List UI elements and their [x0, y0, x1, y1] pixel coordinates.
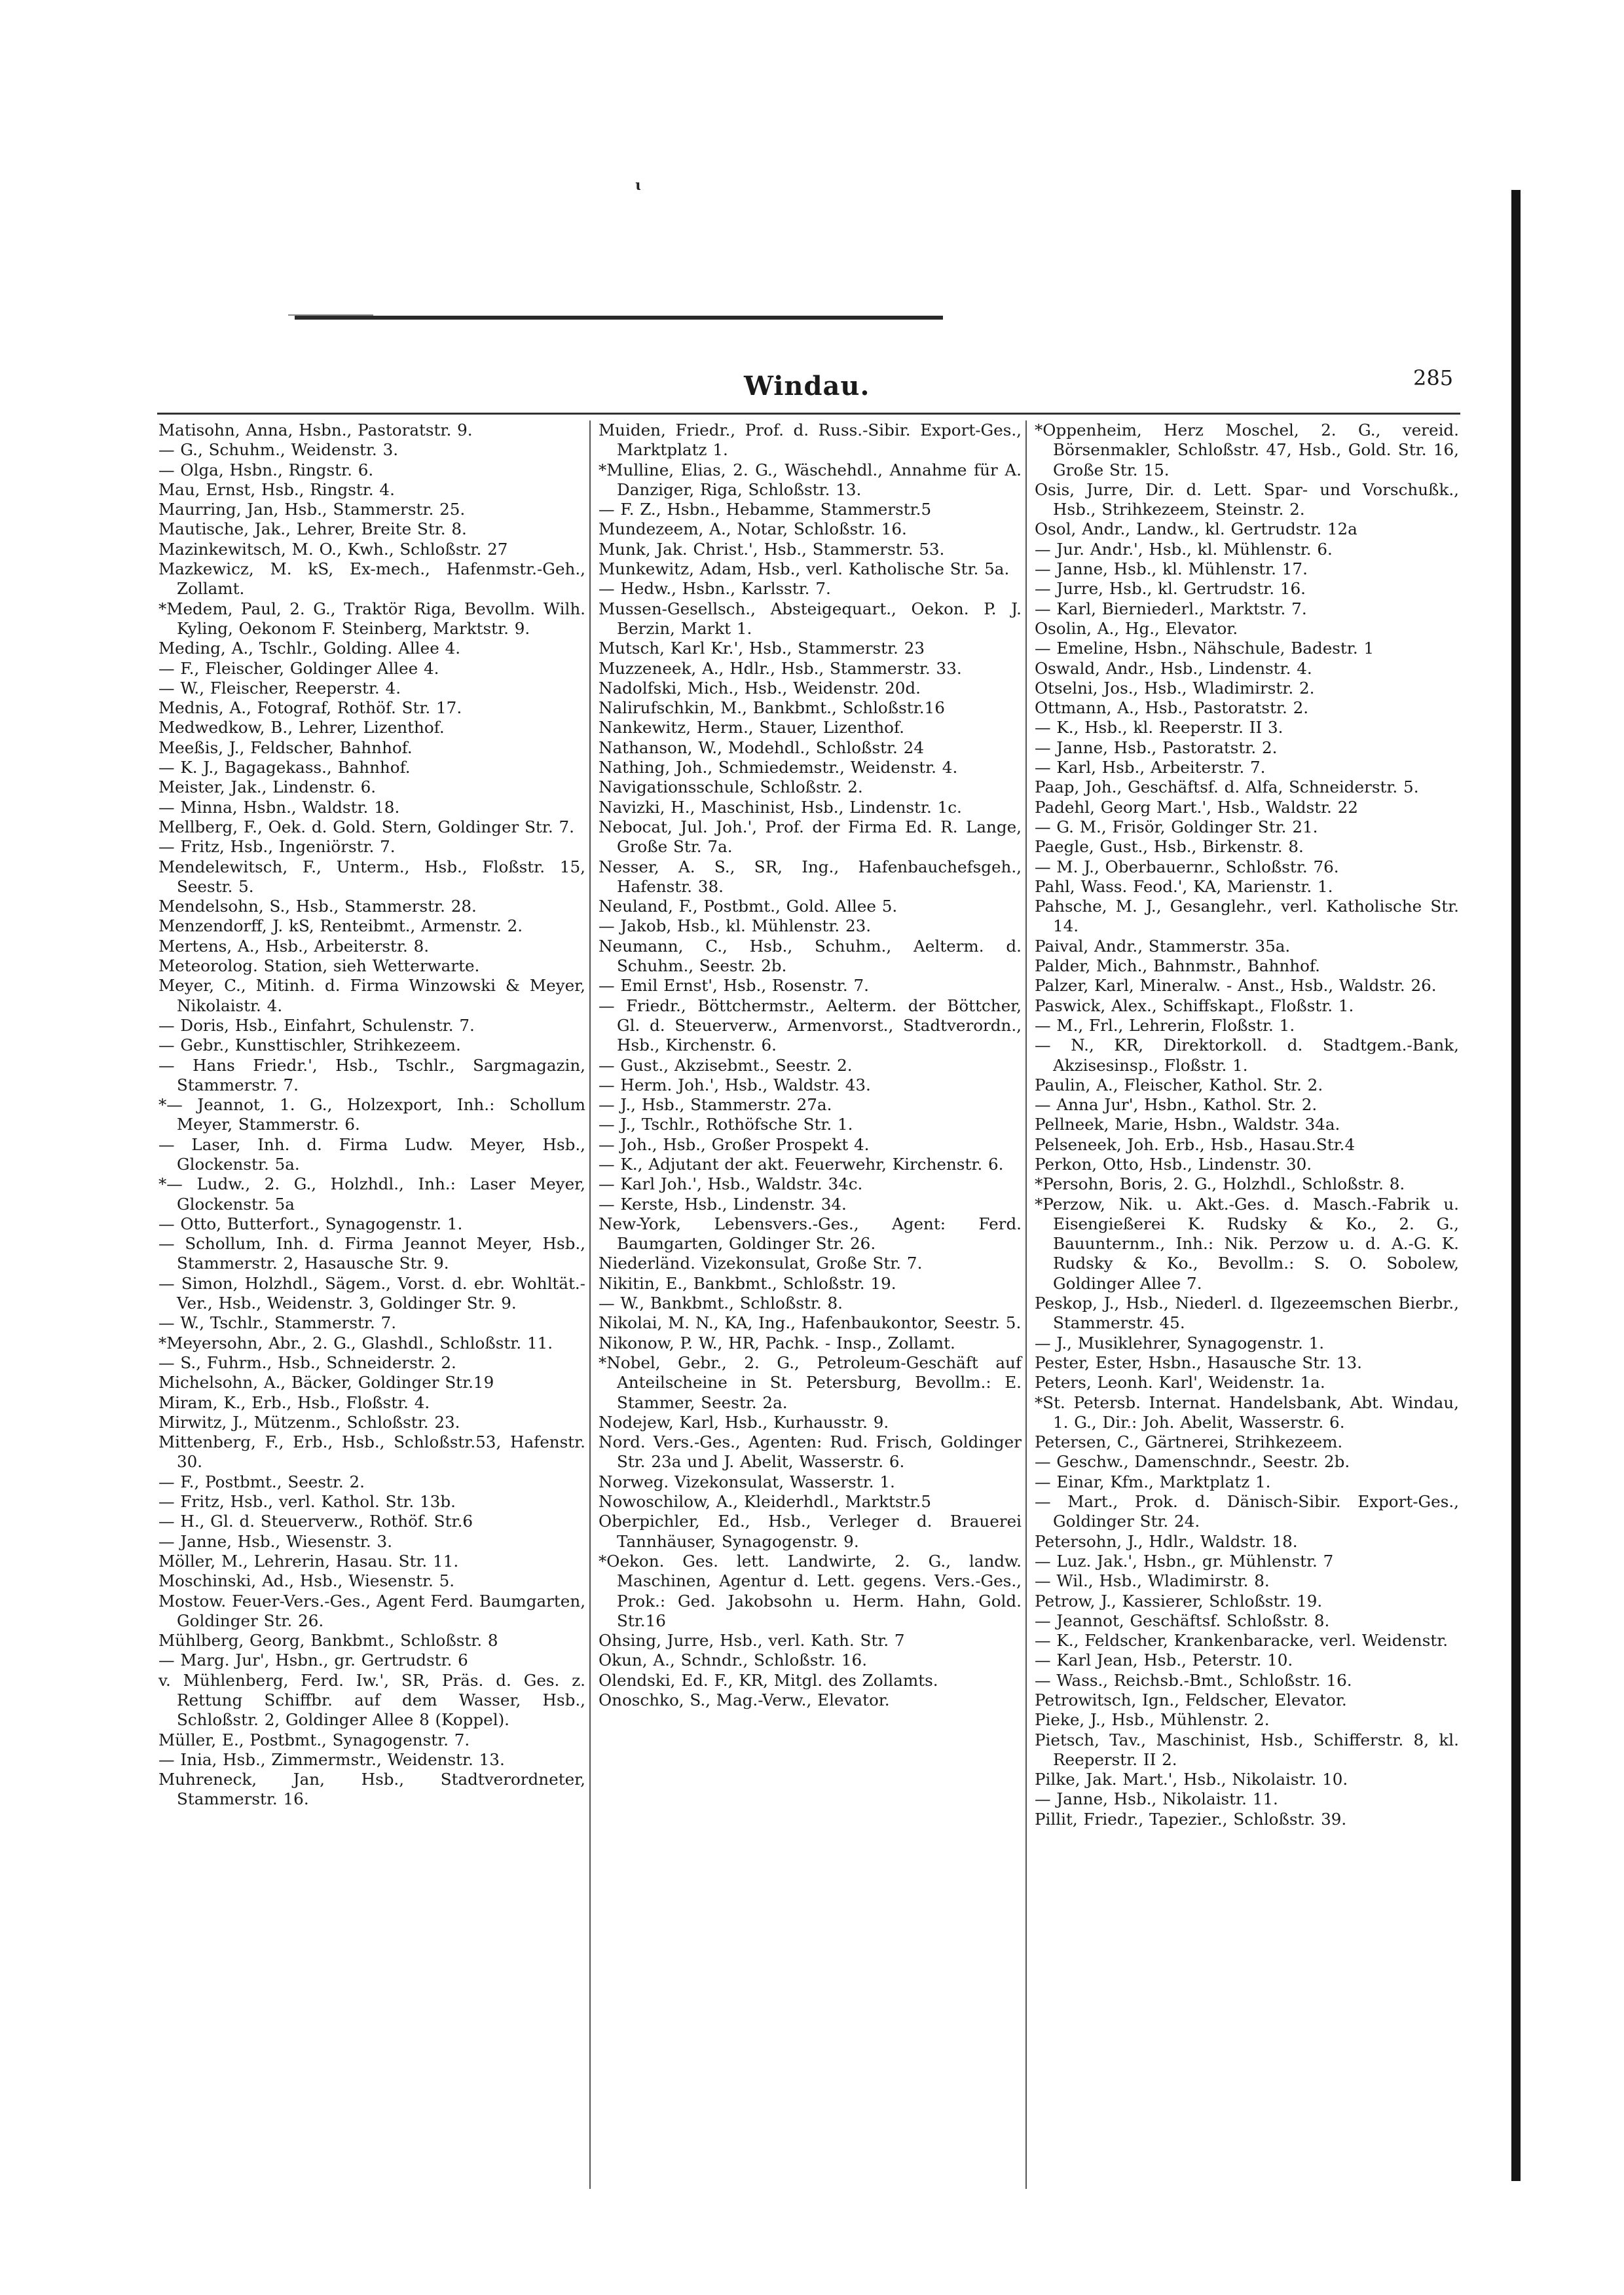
directory-entry: Meteorolog. Station, sieh Wetterwarte. — [158, 956, 480, 976]
directory-entry: — K., Feldscher, Krankenbaracke, verl. Weidenstr. — [1035, 1631, 1449, 1651]
directory-entry: — Jur. Andr.', Hsb., kl. Mühlenstr. 6. — [1035, 539, 1333, 559]
directory-entry: — Joh., Hsb., Großer Prospekt 4. — [599, 1134, 870, 1154]
directory-entry: Paswick, Alex., Schiffskapt., Floßstr. 1. — [1035, 996, 1354, 1015]
directory-entry: Nebocat, Jul. Joh.', Prof. der Firma Ed. R. Lange, Große Str. 7a. — [599, 817, 1022, 857]
directory-entry: Norweg. Vizekonsulat, Wasserstr. 1. — [599, 1472, 895, 1491]
directory-entry: Ohsing, Jurre, Hsb., verl. Kath. Str. 7 — [599, 1631, 905, 1651]
directory-entry: — Janne, Hsb., kl. Mühlenstr. 17. — [1035, 559, 1308, 579]
directory-entry: Pelseneek, Joh. Erb., Hsb., Hasau.Str.4 — [1035, 1134, 1356, 1154]
directory-entry: *Meyersohn, Abr., 2. G., Glashdl., Schloßstr. 11. — [158, 1333, 553, 1353]
directory-entry: Müller, E., Postbmt., Synagogenstr. 7. — [158, 1730, 470, 1749]
directory-entry: Nodejew, Karl, Hsb., Kurhausstr. 9. — [599, 1412, 889, 1432]
directory-entry: Paegle, Gust., Hsb., Birkenstr. 8. — [1035, 837, 1304, 857]
directory-entry: — W., Fleischer, Reeperstr. 4. — [158, 678, 401, 698]
directory-entry: — Janne, Hsb., Pastoratstr. 2. — [1035, 737, 1278, 757]
directory-entry: — G. M., Frisör, Goldinger Str. 21. — [1035, 817, 1318, 836]
directory-entry: *Oekon. Ges. lett. Landwirte, 2. G., landw. Maschinen, Agentur d. Lett. gegens. Vers.-Ges., Prok.: Ged. Jakobsohn u. Herm. Hahn, Gold. Str.16 — [599, 1551, 1022, 1630]
directory-entry: v. Mühlenberg, Ferd. Iw.', SR, Präs. d. Ges. z. Rettung Schiffbr. auf dem Wasser, Hsb., Schloßstr. 2, Goldinger Allee 8 (Koppel). — [158, 1670, 585, 1730]
directory-entry: Nathanson, W., Modehdl., Schloßstr. 24 — [599, 737, 924, 757]
directory-entry: Nikitin, E., Bankbmt., Schloßstr. 19. — [599, 1273, 896, 1293]
directory-entry: Petrowitsch, Ign., Feldscher, Elevator. — [1035, 1690, 1347, 1709]
directory-entry: — Karl Jean, Hsb., Peterstr. 10. — [1035, 1651, 1293, 1670]
directory-entry: Meister, Jak., Lindenstr. 6. — [158, 777, 377, 797]
directory-entry: Mazkewicz, M. kS, Ex-mech., Hafenmstr.-Geh., Zollamt. — [158, 559, 585, 599]
directory-entry: Padehl, Georg Mart.', Hsb., Waldstr. 22 — [1035, 797, 1358, 817]
directory-entry: — Marg. Jur', Hsbn., gr. Gertrudstr. 6 — [158, 1651, 468, 1670]
directory-entry: Medwedkow, B., Lehrer, Lizenthof. — [158, 718, 445, 737]
directory-entry: Munk, Jak. Christ.', Hsb., Stammerstr. 53. — [599, 539, 945, 559]
directory-entry: — Einar, Kfm., Marktplatz 1. — [1035, 1472, 1271, 1491]
directory-entry: Muiden, Friedr., Prof. d. Russ.-Sibir. Export-Ges., Marktplatz 1. — [599, 420, 1022, 460]
directory-entry: Mednis, A., Fotograf, Rothöf. Str. 17. — [158, 698, 462, 718]
directory-entry: — K., Hsb., kl. Reeperstr. II 3. — [1035, 718, 1283, 737]
directory-entry: — Hedw., Hsbn., Karlsstr. 7. — [599, 579, 831, 599]
directory-entry: Okun, A., Schndr., Schloßstr. 16. — [599, 1651, 868, 1670]
directory-entry: Petersen, C., Gärtnerei, Strihkezeem. — [1035, 1432, 1343, 1452]
directory-entry: — K. J., Bagagekass., Bahnhof. — [158, 758, 411, 777]
directory-entry: — Emil Ernst', Hsb., Rosenstr. 7. — [599, 976, 869, 996]
directory-entry: Mendelsohn, S., Hsb., Stammerstr. 28. — [158, 897, 477, 916]
stray-ink-mark: ɩ — [635, 177, 641, 194]
directory-entry: — Laser, Inh. d. Firma Ludw. Meyer, Hsb., Glockenstr. 5a. — [158, 1134, 585, 1174]
directory-entry: — Wil., Hsb., Wladimirstr. 8. — [1035, 1571, 1270, 1591]
directory-entry: Michelsohn, A., Bäcker, Goldinger Str.19 — [158, 1373, 494, 1392]
running-head: Windau. — [744, 371, 870, 401]
directory-entry: Nord. Vers.-Ges., Agenten: Rud. Frisch, Goldinger Str. 23a und J. Abelit, Wasserstr. 6. — [599, 1432, 1022, 1472]
directory-entry: — Doris, Hsb., Einfahrt, Schulenstr. 7. — [158, 1015, 475, 1035]
directory-entry: — Anna Jur', Hsbn., Kathol. Str. 2. — [1035, 1095, 1318, 1115]
directory-entry: — Karl Joh.', Hsb., Waldstr. 34c. — [599, 1174, 863, 1194]
directory-entry: Muhreneck, Jan, Hsb., Stadtverordneter, Stammerstr. 16. — [158, 1770, 585, 1809]
directory-entry: Osolin, A., Hg., Elevator. — [1035, 618, 1238, 638]
directory-entry: Meeßis, J., Feldscher, Bahnhof. — [158, 737, 413, 757]
directory-entry: Pester, Ester, Hsbn., Hasausche Str. 13. — [1035, 1353, 1362, 1372]
directory-entry: Mazinkewitsch, M. O., Kwh., Schloßstr. 27 — [158, 539, 508, 559]
directory-column-2 — [589, 420, 1025, 2189]
directory-entry: Ottmann, A., Hsb., Pastoratstr. 2. — [1035, 698, 1309, 718]
directory-entry: Pellneek, Marie, Hsbn., Waldstr. 34a. — [1035, 1115, 1340, 1134]
directory-entry: — Schollum, Inh. d. Firma Jeannot Meyer, Hsb., Stammerstr. 2, Hasausche Str. 9. — [158, 1234, 585, 1273]
directory-entry: — Simon, Holzhdl., Sägem., Vorst. d. ebr. Wohltät.-Ver., Hsb., Weidenstr. 3, Goldinger Str. 9. — [158, 1273, 585, 1313]
directory-entry: Peskop, J., Hsb., Niederl. d. Ilgezeemschen Bierbr., Stammerstr. 45. — [1035, 1294, 1459, 1333]
directory-entry: — M. J., Oberbauernr., Schloßstr. 76. — [1035, 857, 1339, 876]
directory-entry: Maurring, Jan, Hsb., Stammerstr. 25. — [158, 500, 466, 519]
directory-entry: Mutsch, Karl Kr.', Hsb., Stammerstr. 23 — [599, 639, 925, 658]
directory-entry: Neumann, C., Hsb., Schuhm., Aelterm. d. Schuhm., Seestr. 2b. — [599, 936, 1022, 976]
directory-entry: — Karl, Hsb., Arbeiterstr. 7. — [1035, 758, 1266, 777]
directory-entry: Meyer, C., Mitinh. d. Firma Winzowski & Meyer, Nikolaistr. 4. — [158, 976, 585, 1015]
directory-entry: — Fritz, Hsb., Ingeniörstr. 7. — [158, 837, 396, 857]
directory-entry: Muzzeneek, A., Hdlr., Hsb., Stammerstr. 33. — [599, 658, 962, 678]
directory-entry: — H., Gl. d. Steuerverw., Rothöf. Str.6 — [158, 1512, 473, 1531]
directory-entry: Paap, Joh., Geschäftsf. d. Alfa, Schneiderstr. 5. — [1035, 777, 1419, 797]
directory-entry: — Karl, Bierniederl., Marktstr. 7. — [1035, 599, 1307, 618]
directory-entry: Nesser, A. S., SR, Ing., Hafenbauchefsgeh., Hafenstr. 38. — [599, 857, 1022, 896]
directory-column-1 — [156, 420, 589, 2189]
directory-entry: Mertens, A., Hsb., Arbeiterstr. 8. — [158, 936, 430, 956]
directory-entry: — F., Fleischer, Goldinger Allee 4. — [158, 658, 439, 678]
directory-entry: — J., Hsb., Stammerstr. 27a. — [599, 1095, 832, 1115]
directory-entry: — W., Bankbmt., Schloßstr. 8. — [599, 1294, 843, 1313]
directory-entry: Miram, K., Erb., Hsb., Floßstr. 4. — [158, 1392, 430, 1412]
top-printed-rule — [295, 316, 943, 320]
directory-entry: — Kerste, Hsb., Lindenstr. 34. — [599, 1194, 847, 1214]
directory-entry: Niederländ. Vizekonsulat, Große Str. 7. — [599, 1254, 923, 1273]
directory-entry: — Emeline, Hsbn., Nähschule, Badestr. 1 — [1035, 639, 1375, 658]
directory-entry: *Medem, Paul, 2. G., Traktör Riga, Bevollm. Wilh. Kyling, Oekonom F. Steinberg, Marktstr. 9. — [158, 599, 585, 638]
directory-entry: — Janne, Hsb., Nikolaistr. 11. — [1035, 1789, 1278, 1809]
directory-entry: — J., Musiklehrer, Synagogenstr. 1. — [1035, 1333, 1325, 1353]
directory-entry: Moschinski, Ad., Hsb., Wiesenstr. 5. — [158, 1571, 455, 1591]
directory-entry: Osis, Jurre, Dir. d. Lett. Spar- und Vorschußk., Hsb., Strihkezeem, Steinstr. 2. — [1035, 479, 1459, 519]
directory-entry: — Herm. Joh.', Hsb., Waldstr. 43. — [599, 1075, 871, 1094]
directory-entry: Peters, Leonh. Karl', Weidenstr. 1a. — [1035, 1373, 1325, 1392]
directory-entry: Nadolfski, Mich., Hsb., Weidenstr. 20d. — [599, 678, 921, 698]
directory-entry: Navigationsschule, Schloßstr. 2. — [599, 777, 863, 797]
directory-entry: *Mulline, Elias, 2. G., Wäschehdl., Annahme für A. Danziger, Riga, Schloßstr. 13. — [599, 460, 1022, 499]
directory-column-3 — [1025, 420, 1463, 2189]
directory-entry: Perkon, Otto, Hsb., Lindenstr. 30. — [1035, 1154, 1312, 1174]
directory-entry: Mau, Ernst, Hsb., Ringstr. 4. — [158, 479, 395, 499]
directory-entry: Pahsche, M. J., Gesanglehr., verl. Katholische Str. 14. — [1035, 897, 1459, 936]
directory-columns — [156, 420, 1463, 2189]
directory-entry: Olendski, Ed. F., KR, Mitgl. des Zollamts. — [599, 1670, 938, 1690]
directory-entry: Mittenberg, F., Erb., Hsb., Schloßstr.53, Hafenstr. 30. — [158, 1432, 585, 1472]
directory-entry: — Geschw., Damenschndr., Seestr. 2b. — [1035, 1452, 1350, 1472]
directory-entry: Navizki, H., Maschinist, Hsb., Lindenstr. 1c. — [599, 797, 962, 817]
directory-entry: Petrow, J., Kassierer, Schloßstr. 19. — [1035, 1591, 1323, 1611]
directory-entry: — S., Fuhrm., Hsb., Schneiderstr. 2. — [158, 1353, 456, 1372]
directory-entry: *Oppenheim, Herz Moschel, 2. G., vereid. Börsenmakler, Schloßstr. 47, Hsb., Gold. Str. 16, Große Str. 15. — [1035, 420, 1459, 479]
directory-entry: Nalirufschkin, M., Bankbmt., Schloßstr.16 — [599, 698, 945, 718]
directory-entry: — G., Schuhm., Weidenstr. 3. — [158, 440, 399, 460]
directory-entry: Neuland, F., Postbmt., Gold. Allee 5. — [599, 897, 898, 916]
directory-entry: — Janne, Hsb., Wiesenstr. 3. — [158, 1531, 393, 1551]
directory-entry: Menzendorff, J. kS, Renteibmt., Armenstr. 2. — [158, 916, 523, 936]
directory-entry: Mussen-Gesellsch., Absteigequart., Oekon. P. J. Berzin, Markt 1. — [599, 599, 1022, 638]
directory-entry: Paival, Andr., Stammerstr. 35a. — [1035, 936, 1291, 956]
directory-entry: *Persohn, Boris, 2. G., Holzhdl., Schloßstr. 8. — [1035, 1174, 1405, 1194]
directory-entry: — Wass., Reichsb.-Bmt., Schloßstr. 16. — [1035, 1670, 1352, 1690]
directory-entry: *Perzow, Nik. u. Akt.-Ges. d. Masch.-Fabrik u. Eisengießerei K. Rudsky & Ko., 2. G., Bauunternm., Inh.: Nik. Perzow u. d. A.-G. K. Rudsky & Ko., Bevollm.: S. O. Sobolew, Goldinger Allee 7. — [1035, 1194, 1459, 1293]
directory-entry: New-York, Lebensvers.-Ges., Agent: Ferd. Baumgarten, Goldinger Str. 26. — [599, 1214, 1022, 1254]
directory-entry: Mirwitz, J., Mützenm., Schloßstr. 23. — [158, 1412, 460, 1432]
directory-entry: — M., Frl., Lehrerin, Floßstr. 1. — [1035, 1015, 1295, 1035]
directory-entry: Oswald, Andr., Hsb., Lindenstr. 4. — [1035, 658, 1312, 678]
directory-entry: Palzer, Karl, Mineralw. - Anst., Hsb., Waldstr. 26. — [1035, 976, 1437, 996]
directory-entry: — Inia, Hsb., Zimmermstr., Weidenstr. 13. — [158, 1749, 505, 1769]
directory-entry: Pahl, Wass. Feod.', KA, Marienstr. 1. — [1035, 876, 1333, 896]
directory-entry: Mundezeem, A., Notar, Schloßstr. 16. — [599, 519, 907, 539]
directory-entry: Onoschko, S., Mag.-Verw., Elevator. — [599, 1690, 890, 1709]
directory-entry: Nankewitz, Herm., Stauer, Lizenthof. — [599, 718, 905, 737]
directory-entry: Pietsch, Tav., Maschinist, Hsb., Schifferstr. 8, kl. Reeperstr. II 2. — [1035, 1730, 1459, 1769]
directory-entry: Oberpichler, Ed., Hsb., Verleger d. Brauerei Tannhäuser, Synagogenstr. 9. — [599, 1512, 1022, 1551]
directory-entry: Osol, Andr., Landw., kl. Gertrudstr. 12a — [1035, 519, 1357, 539]
directory-entry: — Mart., Prok. d. Dänisch-Sibir. Export-Ges., Goldinger Str. 24. — [1035, 1492, 1459, 1531]
directory-entry: — Luz. Jak.', Hsbn., gr. Mühlenstr. 7 — [1035, 1551, 1334, 1571]
header-rule — [157, 413, 1460, 415]
directory-entry: *— Ludw., 2. G., Holzhdl., Inh.: Laser Meyer, Glockenstr. 5a — [158, 1174, 585, 1214]
directory-entry: — Jurre, Hsb., kl. Gertrudstr. 16. — [1035, 579, 1306, 599]
directory-entry: Nathing, Joh., Schmiedemstr., Weidenstr. 4. — [599, 758, 958, 777]
directory-entry: Mühlberg, Georg, Bankbmt., Schloßstr. 8 — [158, 1631, 498, 1651]
directory-entry: — Olga, Hsbn., Ringstr. 6. — [158, 460, 374, 479]
directory-entry: Mautische, Jak., Lehrer, Breite Str. 8. — [158, 519, 467, 539]
directory-entry: Mendelewitsch, F., Unterm., Hsb., Floßstr. 15, Seestr. 5. — [158, 857, 585, 896]
binding-edge-bar — [1511, 190, 1521, 2181]
directory-entry: — Otto, Butterfort., Synagogenstr. 1. — [158, 1214, 463, 1233]
directory-entry: *Nobel, Gebr., 2. G., Petroleum-Geschäft auf Anteilscheine in St. Petersburg, Bevollm.: E. Stammer, Seestr. 2a. — [599, 1353, 1022, 1412]
directory-entry: — F. Z., Hsbn., Hebamme, Stammerstr.5 — [599, 500, 932, 519]
directory-entry: Otselni, Jos., Hsb., Wladimirstr. 2. — [1035, 678, 1315, 698]
directory-entry: — F., Postbmt., Seestr. 2. — [158, 1472, 365, 1491]
directory-entry: — Gust., Akzisebmt., Seestr. 2. — [599, 1055, 853, 1075]
page-number: 285 — [1413, 365, 1454, 390]
directory-entry: — W., Tschlr., Stammerstr. 7. — [158, 1313, 397, 1333]
directory-entry: Möller, M., Lehrerin, Hasau. Str. 11. — [158, 1551, 459, 1571]
directory-entry: — Gebr., Kunsttischler, Strihkezeem. — [158, 1036, 461, 1055]
directory-entry: Mellberg, F., Oek. d. Gold. Stern, Goldinger Str. 7. — [158, 817, 574, 836]
directory-entry: Petersohn, J., Hdlr., Waldstr. 18. — [1035, 1531, 1298, 1551]
directory-entry: — N., KR, Direktorkoll. d. Stadtgem.-Bank, Akzisesinsp., Floßstr. 1. — [1035, 1036, 1459, 1075]
directory-entry: *— Jeannot, 1. G., Holzexport, Inh.: Schollum Meyer, Stammerstr. 6. — [158, 1095, 585, 1134]
directory-entry: Pillit, Friedr., Tapezier., Schloßstr. 39. — [1035, 1809, 1347, 1829]
directory-entry: — Hans Friedr.', Hsb., Tschlr., Sargmagazin, Stammerstr. 7. — [158, 1055, 585, 1094]
directory-entry: Pilke, Jak. Mart.', Hsb., Nikolaistr. 10. — [1035, 1770, 1348, 1789]
directory-entry: — Fritz, Hsb., verl. Kathol. Str. 13b. — [158, 1492, 456, 1512]
directory-entry: Nikonow, P. W., HR, Pachk. - Insp., Zollamt. — [599, 1333, 955, 1353]
directory-entry: Paulin, A., Fleischer, Kathol. Str. 2. — [1035, 1075, 1323, 1094]
directory-entry: Munkewitz, Adam, Hsb., verl. Katholische Str. 5a. — [599, 559, 1010, 579]
directory-entry: — Friedr., Böttchermstr., Aelterm. der Böttcher, Gl. d. Steuerverw., Armenvorst., Stadtverordn., Hsb., Kirchenstr. 6. — [599, 996, 1022, 1055]
directory-entry: Mostow. Feuer-Vers.-Ges., Agent Ferd. Baumgarten, Goldinger Str. 26. — [158, 1591, 586, 1630]
directory-entry: Nikolai, M. N., KA, Ing., Hafenbaukontor, Seestr. 5. — [599, 1313, 1022, 1333]
directory-entry: *St. Petersb. Internat. Handelsbank, Abt. Windau, 1. G., Dir.: Joh. Abelit, Wasserstr. 6. — [1035, 1392, 1459, 1432]
directory-entry: Nowoschilow, A., Kleiderhdl., Marktstr.5 — [599, 1492, 931, 1512]
directory-entry: — Jeannot, Geschäftsf. Schloßstr. 8. — [1035, 1611, 1330, 1630]
directory-entry: Meding, A., Tschlr., Golding. Allee 4. — [158, 639, 461, 658]
directory-entry: Matisohn, Anna, Hsbn., Pastoratstr. 9. — [158, 420, 473, 439]
directory-entry: Palder, Mich., Bahnmstr., Bahnhof. — [1035, 956, 1320, 976]
directory-entry: — J., Tschlr., Rothöfsche Str. 1. — [599, 1115, 853, 1134]
directory-entry: Pieke, J., Hsb., Mühlenstr. 2. — [1035, 1710, 1270, 1730]
directory-entry: — Minna, Hsbn., Waldstr. 18. — [158, 797, 400, 817]
directory-entry: — K., Adjutant der akt. Feuerwehr, Kirchenstr. 6. — [599, 1154, 1004, 1174]
directory-entry: — Jakob, Hsb., kl. Mühlenstr. 23. — [599, 916, 872, 936]
